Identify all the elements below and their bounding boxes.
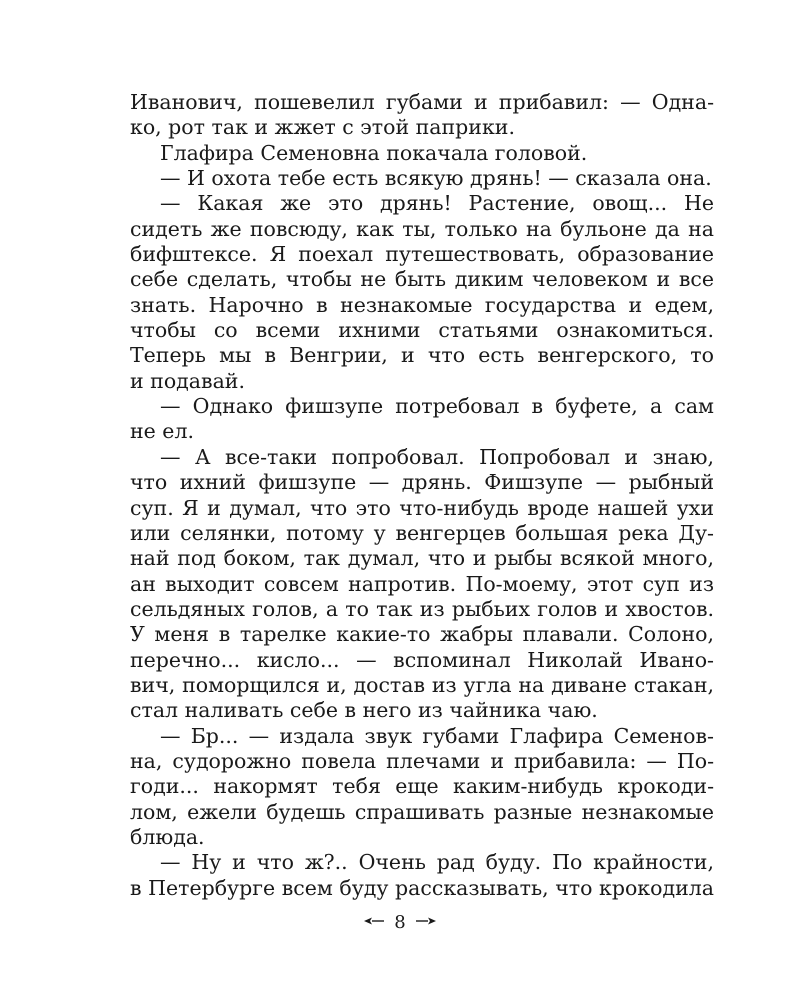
text-line: знать. Нарочно в незнакомые государства и едем, (130, 292, 714, 317)
text-line: — А все-таки попробовал. Попробовал и знаю, (160, 444, 714, 469)
text-line: — И охота тебе есть всякую дрянь! — сказала она. (160, 166, 712, 191)
text-line: стал наливать себе в него из чайника чаю. (130, 698, 598, 723)
text-line: на, судорожно повела плечами и прибавила: — По- (130, 748, 714, 773)
text-line: вич, поморщился и, достав из угла на диване стакан, (130, 672, 714, 697)
text-line: У меня в тарелке какие-то жабры плавали. Солоно, (130, 622, 714, 647)
text-line: най под боком, так думал, что и рыбы всякой много, (130, 546, 714, 571)
text-line: или селянки, потому у венгерцев большая река Ду- (130, 520, 714, 545)
text-line: сельдяных голов, а то так из рыбьих голов и хвостов. (130, 596, 714, 621)
text-line: и подавай. (130, 368, 245, 393)
text-line: — Ну и что ж?.. Очень рад буду. По крайности, (160, 850, 714, 875)
text-line: что ихний фишзупе — дрянь. Фишзупе — рыбный (130, 470, 714, 495)
page-number: 8 (394, 912, 406, 933)
text-line: сидеть же повсюду, как ты, только на бульоне да на (130, 216, 714, 241)
text-line: лом, ежели будешь спрашивать разные незнакомые (130, 799, 714, 824)
text-line: в Петербурге всем буду рассказывать, что крокодила (130, 875, 714, 900)
text-line: не ел. (130, 419, 194, 444)
text-line: ан выходит совсем напротив. По-моему, этот суп из (130, 571, 714, 596)
text-line: бифштексе. Я поехал путешествовать, образование (130, 242, 714, 267)
text-line: — Бр... — издала звук губами Глафира Семенов- (160, 723, 714, 748)
text-line: Теперь мы в Венгрии, и что есть венгерского, то (130, 343, 714, 368)
text-line: Иванович, пошевелил губами и прибавил: — Одна- (130, 90, 714, 114)
page-footer (0, 908, 800, 938)
text-line: суп. Я и думал, что это что-нибудь вроде нашей ухи (130, 495, 714, 520)
left-ornament-icon (363, 916, 385, 926)
text-line: блюда. (130, 824, 205, 849)
text-line: себе сделать, чтобы не быть диким человеком и все (130, 267, 714, 292)
body-text (130, 90, 714, 901)
text-line: ко, рот так и жжет с этой паприки. (130, 115, 515, 140)
text-line: годи... накормят тебя еще каким-нибудь крокоди- (130, 774, 714, 799)
text-line: — Какая же это дрянь! Растение, овощ... Не (160, 191, 714, 216)
text-line: перечно... кисло... — вспоминал Николай Ивано- (130, 647, 714, 672)
text-line: — Однако фишзупе потребовал в буфете, а сам (160, 394, 714, 419)
right-ornament-icon (415, 916, 437, 926)
text-line: Глафира Семеновна покачала головой. (160, 140, 588, 165)
text-line: чтобы со всеми ихними статьями ознакомиться. (130, 318, 714, 343)
